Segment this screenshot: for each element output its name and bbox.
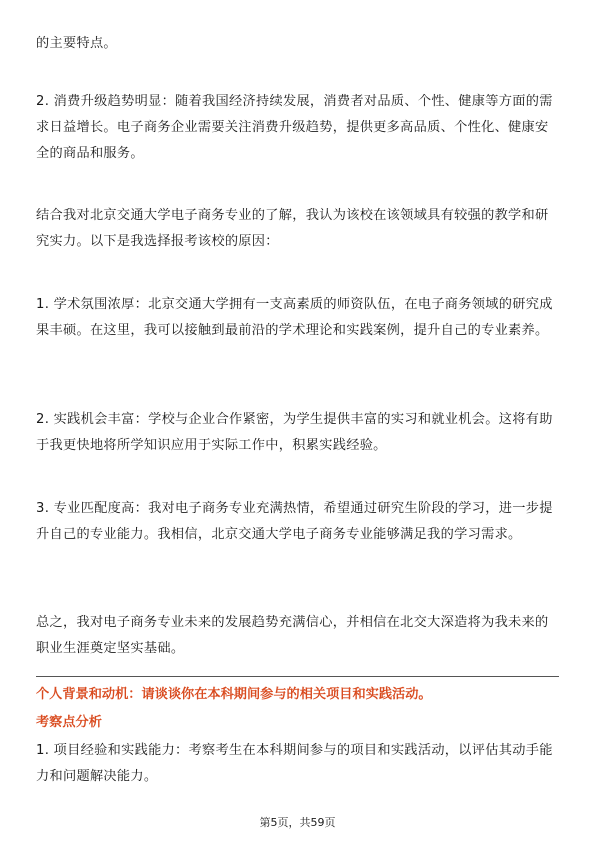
question-title: 个人背景和动机：请谈谈你在本科期间参与的相关项目和实践活动。 — [36, 687, 432, 702]
paragraph-reason-academic: 1. 学术氛围浓厚：北京交通大学拥有一支高素质的师资队伍，在电子商务领域的研究成果丰硕。在这里，我可以接触到最前沿的学术理论和实践案例，提升自己的专业素养。 — [36, 297, 553, 338]
paragraph-university-intro: 结合我对北京交通大学电子商务专业的了解，我认为该校在该领域具有较强的教学和研究实力。以下是我选择报考该校的原因： — [36, 208, 549, 249]
analysis-point-1: 1. 项目经验和实践能力：考察考生在本科期间参与的项目和实践活动，以评估其动手能力和问题解决能力。 — [36, 743, 553, 784]
paragraph-continuation: 的主要特点。 — [36, 36, 117, 51]
paragraph-reason-match: 3. 专业匹配度高：我对电子商务专业充满热情，希望通过研究生阶段的学习，进一步提升自己的专业能力。我相信，北京交通大学电子商务专业能够满足我的学习需求。 — [36, 501, 553, 542]
paragraph-consumption-upgrade: 2. 消费升级趋势明显：随着我国经济持续发展，消费者对品质、个性、健康等方面的需求日益增长。电子商务企业需要关注消费升级趋势，提供更多高品质、个性化、健康安全的商品和服务。 — [36, 94, 553, 161]
paragraph-reason-practice: 2. 实践机会丰富：学校与企业合作紧密，为学生提供丰富的实习和就业机会。这将有助于我更快地将所学知识应用于实际工作中，积累实践经验。 — [36, 412, 553, 453]
page-footer: 第5页，共59页 — [259, 816, 336, 829]
section-divider — [36, 676, 559, 677]
analysis-section-title: 考察点分析 — [36, 715, 102, 730]
paragraph-conclusion: 总之，我对电子商务专业未来的发展趋势充满信心，并相信在北交大深造将为我未来的职业生涯奠定坚实基础。 — [36, 615, 549, 656]
